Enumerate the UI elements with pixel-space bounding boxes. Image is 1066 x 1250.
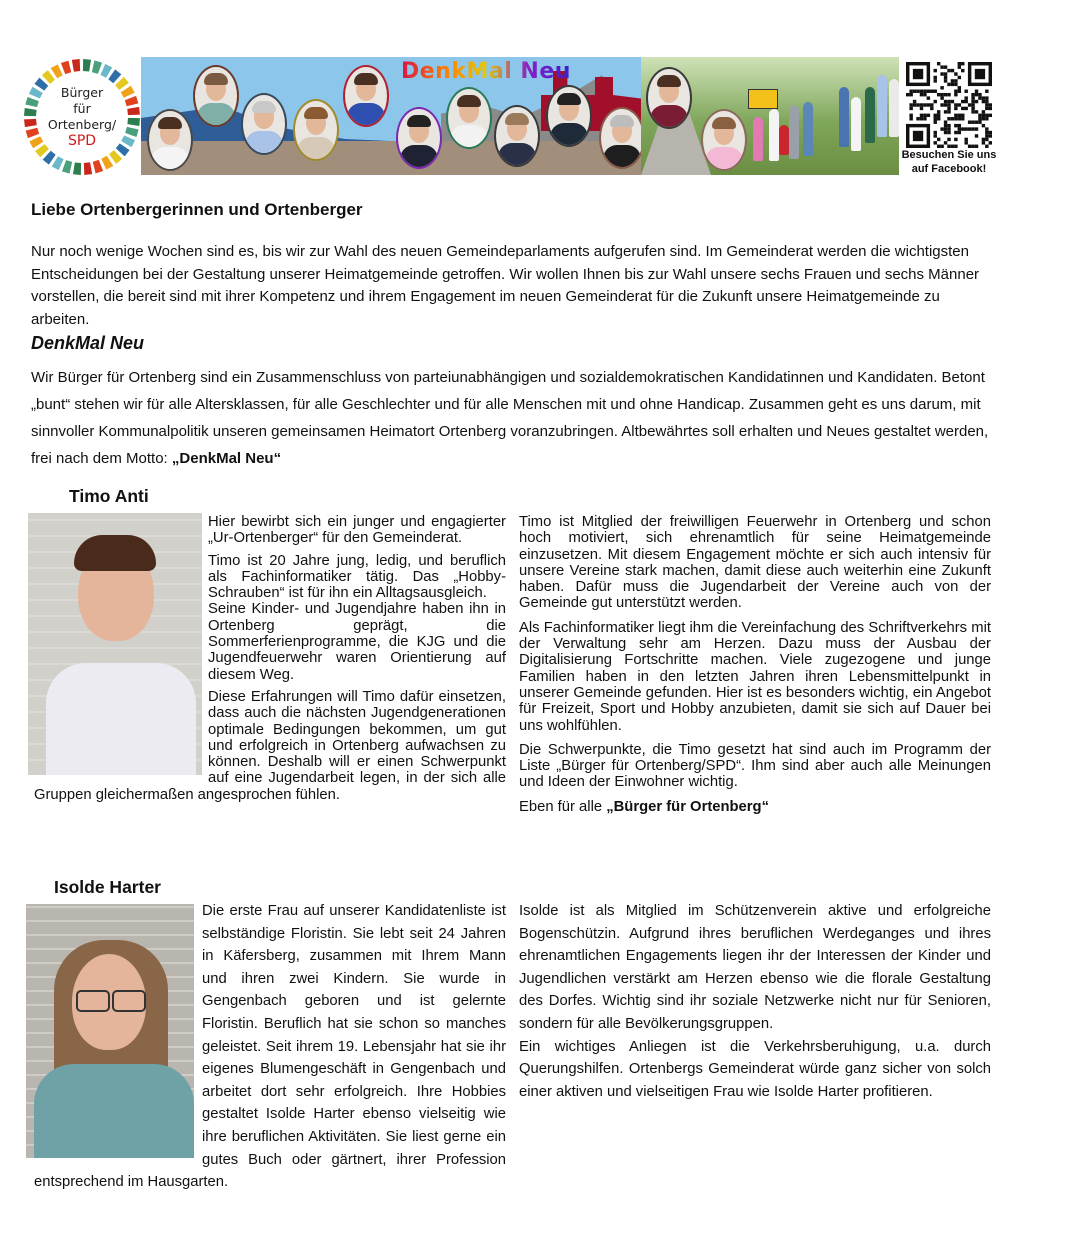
qr-module xyxy=(947,93,950,96)
qr-module xyxy=(927,96,930,99)
qr-module xyxy=(971,127,974,130)
qr-module xyxy=(958,103,961,106)
qr-module xyxy=(968,127,971,130)
qr-module xyxy=(978,117,981,120)
logo-ring-segment xyxy=(93,160,103,174)
qr-module xyxy=(961,62,964,65)
qr-module xyxy=(930,103,933,106)
candidate-portrait-1 xyxy=(147,109,193,171)
qr-module xyxy=(964,100,967,103)
qr-module xyxy=(909,117,912,120)
qr-module xyxy=(951,83,954,86)
qr-module xyxy=(985,117,988,120)
qr-finder xyxy=(913,69,923,79)
qr-module xyxy=(944,76,947,79)
qr-module xyxy=(934,120,937,123)
qr-module xyxy=(934,69,937,72)
qr-module xyxy=(982,124,985,127)
qr-module xyxy=(927,114,930,117)
qr-module xyxy=(947,110,950,113)
qr-finder xyxy=(975,69,985,79)
qr-module xyxy=(930,107,933,110)
qr-module xyxy=(944,103,947,106)
logo-ring-segment xyxy=(51,64,63,78)
qr-module xyxy=(958,114,961,117)
candidate-name: Isolde Harter xyxy=(54,877,161,897)
qr-module xyxy=(920,107,923,110)
candidate-name: Timo Anti xyxy=(69,486,149,506)
qr-module xyxy=(964,90,967,93)
qr-module xyxy=(954,93,957,96)
qr-module xyxy=(954,114,957,117)
qr-module xyxy=(937,93,940,96)
qr-module xyxy=(947,83,950,86)
qr-module xyxy=(934,117,937,120)
qr-module xyxy=(940,103,943,106)
qr-module xyxy=(975,93,978,96)
qr-module xyxy=(971,103,974,106)
qr-module xyxy=(937,138,940,141)
qr-module xyxy=(930,90,933,93)
qr-module xyxy=(985,107,988,110)
qr-module xyxy=(982,100,985,103)
paragraph: Die erste Frau auf unserer Kandidatenliste ist selbständige Floristin. Sie lebt seit 24 Jahren in Käfersberg, zusammen mit Ihrem Mann und ihren zwei Kindern. Sie wurde in Gengenbach geboren und ist gelernte Floristin. Beruflich hat sie schon so manches geleistet. Seit ihrem 19. Lebensjahr hat sie ihr eigenes Blumengeschäft in Gengenbach und arbeitet dort sehr erfolgreich. Ihre Hobbies gestaltet Isolde Harter ebenso vielseitig wie ihre beruflichen Aktivitäten. Sie liest gerne ein gutes Buch oder gärtnert, ihrer Profession entsprechend im Hausgarten. xyxy=(34,903,506,1191)
qr-module xyxy=(985,103,988,106)
qr-module xyxy=(940,65,943,68)
candidate-portrait-6 xyxy=(396,107,442,169)
logo-line-1: Bürger xyxy=(60,85,104,100)
qr-module xyxy=(916,103,919,106)
qr-module xyxy=(954,124,957,127)
qr-module xyxy=(947,124,950,127)
qr-module xyxy=(947,127,950,130)
qr-module xyxy=(934,131,937,134)
qr-caption-line-1: Besuchen Sie uns xyxy=(901,149,997,161)
qr-module xyxy=(978,120,981,123)
qr-module xyxy=(961,69,964,72)
qr-module xyxy=(913,90,916,93)
logo-ring-segment xyxy=(84,162,92,175)
qr-module xyxy=(944,93,947,96)
qr-module xyxy=(958,127,961,130)
qr-module xyxy=(940,72,943,75)
qr-module xyxy=(909,114,912,117)
qr-module xyxy=(961,117,964,120)
qr-module xyxy=(947,103,950,106)
qr-module xyxy=(944,100,947,103)
qr-module xyxy=(961,127,964,130)
qr-module xyxy=(944,72,947,75)
qr-module xyxy=(940,96,943,99)
qr-module xyxy=(951,117,954,120)
qr-module xyxy=(920,93,923,96)
qr-module xyxy=(944,110,947,113)
qr-module xyxy=(944,120,947,123)
logo-ring-segment xyxy=(72,59,80,72)
logo-ring-segment xyxy=(83,59,91,72)
logo-ring-segment xyxy=(73,162,81,175)
qr-module xyxy=(975,127,978,130)
candidate-portrait-9 xyxy=(546,85,592,147)
candidate-portrait-4 xyxy=(293,99,339,161)
candidate-portrait-2 xyxy=(193,65,239,127)
qr-module xyxy=(989,114,992,117)
qr-module xyxy=(954,131,957,134)
paragraph: Diese Erfahrungen will Timo dafür einsetzen, dass auch die nächsten Jugendgenerationen optimale Bedingungen bekommen, um gut und erfolgreich in Ortenberg aufwachsen zu können. Deshalb will er einen Schwerpunkt auf eine Jugendarbeit legen, in der sich alle Gruppen gleichermaßen angesprochen fühlen. xyxy=(34,688,506,803)
qr-module xyxy=(920,90,923,93)
header-banner xyxy=(141,57,899,175)
qr-module xyxy=(978,96,981,99)
qr-module xyxy=(954,107,957,110)
qr-module xyxy=(958,90,961,93)
qr-module xyxy=(958,62,961,65)
qr-module xyxy=(934,76,937,79)
qr-module xyxy=(934,114,937,117)
intro-paragraph: Nur noch wenige Wochen sind es, bis wir zur Wahl des neuen Gemeindeparlaments aufgerufen sind. Im Gemeinderat werden die wichtigsten Entscheidungen bei der Gestaltung unserer Heimatgemeinde getroffen. Wir wollen Ihnen bis zur Wahl unsere sechs Frauen und sechs Männer vorstellen, die bereit sind mit ihrer Kompetenz und ihrem Engagement im neuen Gemeinderat für die Zukunft unsere Heimatgemeinde zu arbeiten. xyxy=(31,243,980,328)
qr-module xyxy=(964,107,967,110)
candidate-photo xyxy=(26,904,194,1158)
qr-module xyxy=(954,117,957,120)
qr-module xyxy=(954,90,957,93)
qr-module xyxy=(916,117,919,120)
paragraph: Timo ist 20 Jahre jung, ledig, und beruflich als Fachinformatiker tätig. Das „Hobby-Schrauben“ ist für ihn ein Alltagsausgleich. xyxy=(208,552,506,602)
qr-module xyxy=(982,138,985,141)
qr-module xyxy=(923,117,926,120)
candidate-portrait-10 xyxy=(599,107,645,169)
party-logo xyxy=(22,57,142,177)
qr-module xyxy=(920,114,923,117)
qr-module xyxy=(944,131,947,134)
qr-module xyxy=(937,114,940,117)
qr-module xyxy=(927,103,930,106)
qr-module xyxy=(961,107,964,110)
qr-module xyxy=(944,65,947,68)
paragraph: Die Schwerpunkte, die Timo gesetzt hat sind auch im Programm der Liste „Bürger für Ortenberg/SPD“. Ihm sind aber auch alle Meinungen und Ideen der Einwohner wichtig. xyxy=(519,741,991,791)
qr-module xyxy=(964,138,967,141)
qr-module xyxy=(971,110,974,113)
qr-module xyxy=(947,107,950,110)
logo-ring-segment xyxy=(61,61,71,75)
logo-ring-segment xyxy=(52,156,64,170)
section-paragraph xyxy=(31,364,991,472)
qr-module xyxy=(958,131,961,134)
qr-module xyxy=(971,93,974,96)
facebook-qr-code[interactable] xyxy=(906,62,992,148)
candidate-2-right-column xyxy=(519,900,991,1103)
qr-module xyxy=(920,103,923,106)
qr-module xyxy=(989,131,992,134)
qr-module xyxy=(954,79,957,82)
candidate-portrait-12 xyxy=(701,109,747,171)
qr-module xyxy=(954,103,957,106)
section-motto: „DenkMal Neu“ xyxy=(171,450,282,467)
qr-module xyxy=(940,127,943,130)
qr-module xyxy=(937,62,940,65)
qr-module xyxy=(985,96,988,99)
qr-module xyxy=(934,134,937,137)
section-text: Wir Bürger für Ortenberg sind ein Zusammenschluss von parteiunabhängigen und sozialdemokratischen Kandidatinnen und Kandidaten. Betont „bunt“ stehen wir für alle Altersklassen, für alle Geschlechter und für alle Menschen mit und ohne Handicap. Zusammen geht es uns darum, mit sinnvoller Kommunalpolitik unseren gemeinsamen Heimatort Ortenberg voranzubringen. Altbewährtes soll erhalten und Neues gestaltet werden, frei nach dem Motto: xyxy=(31,369,989,467)
qr-module xyxy=(985,114,988,117)
qr-module xyxy=(989,141,992,144)
qr-module xyxy=(975,110,978,113)
qr-module xyxy=(937,117,940,120)
qr-module xyxy=(954,72,957,75)
qr-module xyxy=(971,96,974,99)
qr-module xyxy=(947,138,950,141)
qr-module xyxy=(944,79,947,82)
qr-module xyxy=(958,65,961,68)
candidate-portrait-3 xyxy=(241,93,287,155)
qr-module xyxy=(978,93,981,96)
qr-module xyxy=(909,90,912,93)
qr-module xyxy=(975,100,978,103)
paragraph: Als Fachinformatiker liegt ihm die Vereinfachung des Schriftverkehrs mit der Verwaltung sehr am Herzen. Dazu muss der Ausbau der Digitalisierung Fortschritte machen. Viele zugezogene und junge Familien haben in den letzten Jahren ihren Lebensmittelpunkt in unserer Gemeinde gefunden. Hier ist es besonders wichtig, ein Angebot für Freizeit, Sport und Hobby anzubieten, damit sie sich auf Dauer bei uns wohlfühlen. xyxy=(519,619,991,734)
candidate-portrait-11 xyxy=(646,67,692,129)
qr-module xyxy=(937,110,940,113)
qr-module xyxy=(985,131,988,134)
qr-module xyxy=(985,127,988,130)
qr-module xyxy=(971,120,974,123)
closing-line: Eben für alle „Bürger für Ortenberg“ xyxy=(519,798,769,815)
qr-module xyxy=(964,127,967,130)
qr-module xyxy=(964,96,967,99)
qr-module xyxy=(985,134,988,137)
candidate-portrait-8 xyxy=(494,105,540,167)
logo-ring-segment xyxy=(62,160,72,173)
paragraph: Seine Kinder- und Jugendjahre haben ihn in Ortenberg geprägt, die Sommerferienprogramme, die KJG und die Jugendfeuerwehr waren Orientierung auf diesem Weg. xyxy=(208,601,506,683)
qr-module xyxy=(975,120,978,123)
greeting-heading: Liebe Ortenbergerinnen und Ortenberger xyxy=(31,200,363,219)
qr-module xyxy=(913,100,916,103)
qr-module xyxy=(940,86,943,89)
qr-module xyxy=(968,103,971,106)
logo-ring-segment xyxy=(100,64,112,78)
qr-module xyxy=(982,114,985,117)
qr-module xyxy=(944,124,947,127)
qr-module xyxy=(909,107,912,110)
qr-module xyxy=(947,131,950,134)
logo-line-2: für xyxy=(73,101,91,116)
qr-module xyxy=(985,90,988,93)
logo-text xyxy=(22,85,142,149)
qr-module xyxy=(920,117,923,120)
qr-module xyxy=(978,114,981,117)
qr-module xyxy=(906,93,909,96)
qr-module xyxy=(923,114,926,117)
qr-module xyxy=(944,127,947,130)
paragraph: Hier bewirbt sich ein junger und engagierter „Ur-Ortenberger“ für den Gemeinderat. xyxy=(208,514,506,547)
qr-module xyxy=(961,100,964,103)
paragraph: Timo ist Mitglied der freiwilligen Feuerwehr in Ortenberg und schon hoch motiviert, sich ehrenamtlich für seine Heimatgemeinde einzusetzen. Mit diesem Engagement möchte er sich auch intensiv für unsere Vereine stark machen, damit diese auch weiterhin eine Zukunft haben. Dafür muss die Jugendarbeit der Vereine auch von der Gemeinde gut unterstützt werden. xyxy=(519,514,991,612)
logo-party: SPD xyxy=(67,133,97,149)
qr-module xyxy=(971,107,974,110)
qr-module xyxy=(944,141,947,144)
qr-module xyxy=(923,93,926,96)
qr-module xyxy=(958,76,961,79)
logo-line-3: Ortenberg/ xyxy=(47,117,117,132)
logo-ring-segment xyxy=(101,156,113,170)
qr-module xyxy=(951,79,954,82)
qr-caption xyxy=(896,148,1002,176)
qr-module xyxy=(916,90,919,93)
qr-module xyxy=(913,103,916,106)
qr-module xyxy=(951,100,954,103)
qr-module xyxy=(958,124,961,127)
qr-module xyxy=(989,103,992,106)
candidate-portrait-7 xyxy=(446,87,492,149)
qr-module xyxy=(975,90,978,93)
qr-module xyxy=(954,138,957,141)
paragraph: Isolde ist als Mitglied im Schützenverein aktive und erfolgreiche Bogenschützin. Aufgrund ihres beruflichen Werdeganges und ihres ehrenamtlichen Engagements liegen ihr der Interessen der Kinder und Jugendlichen verstärkt am Herzen ebenso wie die florale Gestaltung des Dorfes. Wichtig sind ihr soziale Netzwerke nicht nur für Senioren, sondern für alle Bevölkerungsgruppen. xyxy=(519,903,991,1032)
qr-module xyxy=(947,69,950,72)
qr-module xyxy=(971,100,974,103)
qr-module xyxy=(989,107,992,110)
qr-module xyxy=(982,110,985,113)
section-title: DenkMal Neu xyxy=(31,333,145,353)
qr-module xyxy=(947,100,950,103)
qr-module xyxy=(982,141,985,144)
qr-module xyxy=(985,138,988,141)
qr-module xyxy=(954,83,957,86)
qr-module xyxy=(989,134,992,137)
qr-module xyxy=(947,117,950,120)
qr-module xyxy=(934,100,937,103)
qr-module xyxy=(909,93,912,96)
qr-module xyxy=(927,90,930,93)
qr-module xyxy=(951,69,954,72)
qr-module xyxy=(982,96,985,99)
qr-module xyxy=(934,141,937,144)
qr-module xyxy=(923,103,926,106)
candidate-1-right-column xyxy=(519,514,991,823)
qr-module xyxy=(961,114,964,117)
qr-module xyxy=(958,86,961,89)
qr-module xyxy=(909,103,912,106)
qr-module xyxy=(968,120,971,123)
qr-module xyxy=(958,117,961,120)
qr-module xyxy=(985,100,988,103)
candidate-photo xyxy=(28,513,202,775)
qr-module xyxy=(940,93,943,96)
qr-caption-line-2: auf Facebook! xyxy=(911,163,987,175)
qr-finder xyxy=(913,131,923,141)
banner-title: DenkMal Neu xyxy=(401,59,571,84)
qr-module xyxy=(975,134,978,137)
candidate-portrait-5 xyxy=(343,65,389,127)
town-sign xyxy=(748,89,778,109)
qr-module xyxy=(923,90,926,93)
paragraph: Ein wichtiges Anliegen ist die Verkehrsberuhigung, u.a. durch Querungshilfen. Ortenbergs Gemeinderat würde ganz sicher von solch einer aktiven und vielseitigen Frau wie Isolde Harter profitieren. xyxy=(519,1038,991,1100)
qr-module xyxy=(964,141,967,144)
qr-module xyxy=(934,79,937,82)
qr-module xyxy=(982,117,985,120)
qr-module xyxy=(934,90,937,93)
logo-ring-segment xyxy=(92,60,102,73)
